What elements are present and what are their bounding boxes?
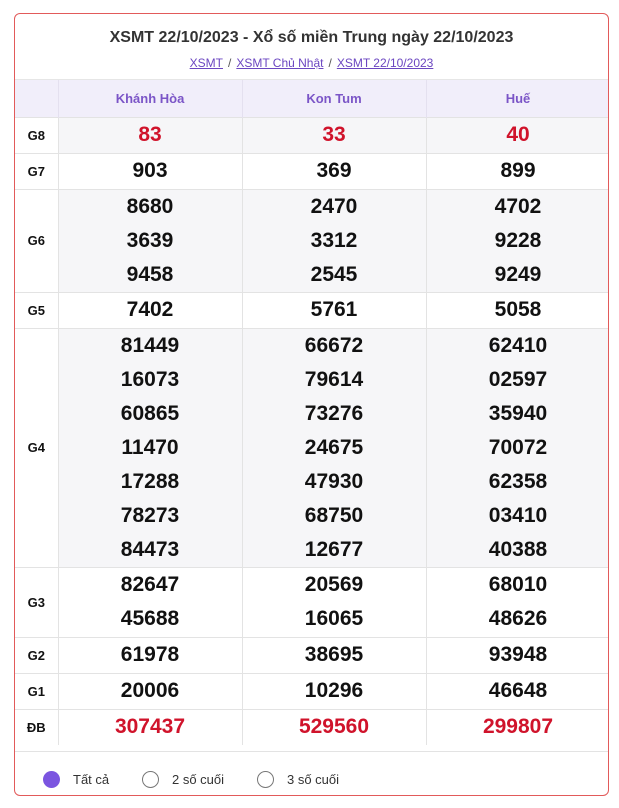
page-title: XSMT 22/10/2023 - Xổ số miền Trung ngày 22/10/2023 [109,29,514,46]
results-header [15,14,608,80]
prize-cell [426,117,609,153]
prize-number: 40 [506,123,530,146]
prize-number: 5058 [494,298,542,321]
prize-row-g4 [15,328,609,567]
filter-option-last-3[interactable] [257,771,339,788]
prize-number: 33 [322,123,346,146]
prize-label: G3 [15,567,58,637]
prize-cell [58,673,242,709]
prize-number: 62410 [488,333,548,357]
prize-cell [242,117,426,153]
prize-row-g6 [15,189,609,292]
prize-number: 03410 [488,503,548,527]
prize-label: G4 [15,328,58,567]
prize-number: 16073 [120,367,180,391]
prize-number: 4702 [494,194,542,218]
prize-cell [242,189,426,292]
prize-cell [426,709,609,745]
prize-cell [242,673,426,709]
prize-number: 93948 [488,643,548,666]
prize-number: 17288 [120,469,180,493]
prize-number: 62358 [488,469,548,493]
prize-number: 307437 [114,715,186,739]
prize-row-g5 [15,292,609,328]
prize-number: 78273 [120,503,180,527]
prize-number: 35940 [488,401,548,425]
breadcrumb-link-xsmt[interactable]: XSMT [189,56,223,70]
prize-cell [242,328,426,567]
radio-empty-icon[interactable] [257,771,274,788]
prize-cell [426,328,609,567]
digit-filter-bar [15,751,608,796]
results-card [14,13,609,796]
prize-number: 8680 [126,194,174,218]
filter-label: 2 số cuối [172,772,225,787]
prize-number: 9249 [494,262,542,286]
prize-number: 2470 [310,194,358,218]
province-header-kon-tum: Kon Tum [242,80,426,117]
prize-number: 2545 [310,262,358,286]
filter-label: 3 số cuối [287,772,340,787]
prize-number: 81449 [120,333,180,357]
prize-number: 10296 [304,679,364,702]
prize-cell [426,189,609,292]
prize-number: 369 [316,159,352,182]
radio-selected-icon[interactable] [43,771,60,788]
prize-number: 11470 [121,435,179,459]
prize-number: 9458 [126,262,174,286]
prize-number: 82647 [120,573,180,596]
prize-number: 84473 [120,537,180,561]
radio-empty-icon[interactable] [142,771,159,788]
prize-number: 79614 [304,367,364,391]
prize-row-g8 [15,117,609,153]
prize-row-db [15,709,609,745]
prize-number: 70072 [488,435,548,459]
results-table [15,80,609,745]
province-header-hue: Huế [426,80,609,117]
prize-row-g3 [15,567,609,637]
prize-number: 40388 [488,537,548,561]
prize-cell [242,292,426,328]
prize-number: 12677 [304,537,364,561]
filter-option-all[interactable] [43,771,109,788]
prize-cell [58,637,242,673]
prize-cell [426,567,609,637]
prize-cell [58,153,242,189]
prize-number: 7402 [126,298,174,321]
prize-label: G7 [15,153,58,189]
filter-label: Tất cả [73,772,110,787]
province-header-khanh-hoa: Khánh Hòa [58,80,242,117]
prize-number: 73276 [304,401,364,425]
prize-number: 20006 [120,679,180,702]
prize-number: 61978 [120,643,180,666]
prize-number: 529560 [298,715,370,739]
prize-label: G1 [15,673,58,709]
breadcrumb-separator: / [227,56,232,70]
prize-number: 903 [132,159,168,182]
prize-number: 83 [138,123,162,146]
prize-number: 9228 [494,228,542,252]
prize-number: 24675 [304,435,364,459]
prize-number: 48626 [488,607,548,630]
prize-number: 66672 [304,333,364,357]
prize-label: G2 [15,637,58,673]
prize-number: 3312 [310,228,358,252]
breadcrumb-link-sunday[interactable]: XSMT Chủ Nhật [236,56,324,70]
prize-number: 5761 [310,298,358,321]
prize-label: ĐB [15,709,58,745]
prize-row-g7 [15,153,609,189]
prize-row-g2 [15,637,609,673]
prize-cell [58,328,242,567]
prize-cell [58,292,242,328]
prize-cell [242,567,426,637]
prize-label: G5 [15,292,58,328]
breadcrumb-separator: / [328,56,332,70]
prize-cell [426,637,609,673]
prize-number: 68750 [304,503,364,527]
prize-number: 47930 [304,469,364,493]
prize-number: 45688 [120,607,180,630]
prize-number: 68010 [488,573,548,596]
prize-number: 02597 [488,367,548,391]
prize-row-g1 [15,673,609,709]
prize-cell [242,153,426,189]
prize-cell [242,709,426,745]
prize-cell [58,117,242,153]
prize-label: G8 [15,117,58,153]
prize-cell [58,189,242,292]
prize-number: 20569 [304,573,364,596]
prize-cell [58,567,242,637]
prize-cell [426,292,609,328]
prize-number: 38695 [304,643,364,666]
prize-cell [426,673,609,709]
corner-cell [15,80,58,117]
prize-number: 3639 [126,228,174,252]
prize-number: 299807 [482,715,554,739]
filter-option-last-2[interactable] [142,771,224,788]
prize-cell [426,153,609,189]
prize-cell [242,637,426,673]
prize-number: 16065 [304,607,364,630]
prize-number: 46648 [488,679,548,702]
prize-cell [58,709,242,745]
breadcrumb-link-date[interactable]: XSMT 22/10/2023 [336,56,434,70]
prize-label: G6 [15,189,58,292]
breadcrumb [15,56,608,70]
prize-number: 60865 [120,401,180,425]
prize-number: 899 [500,159,536,182]
province-header-row [15,80,609,117]
